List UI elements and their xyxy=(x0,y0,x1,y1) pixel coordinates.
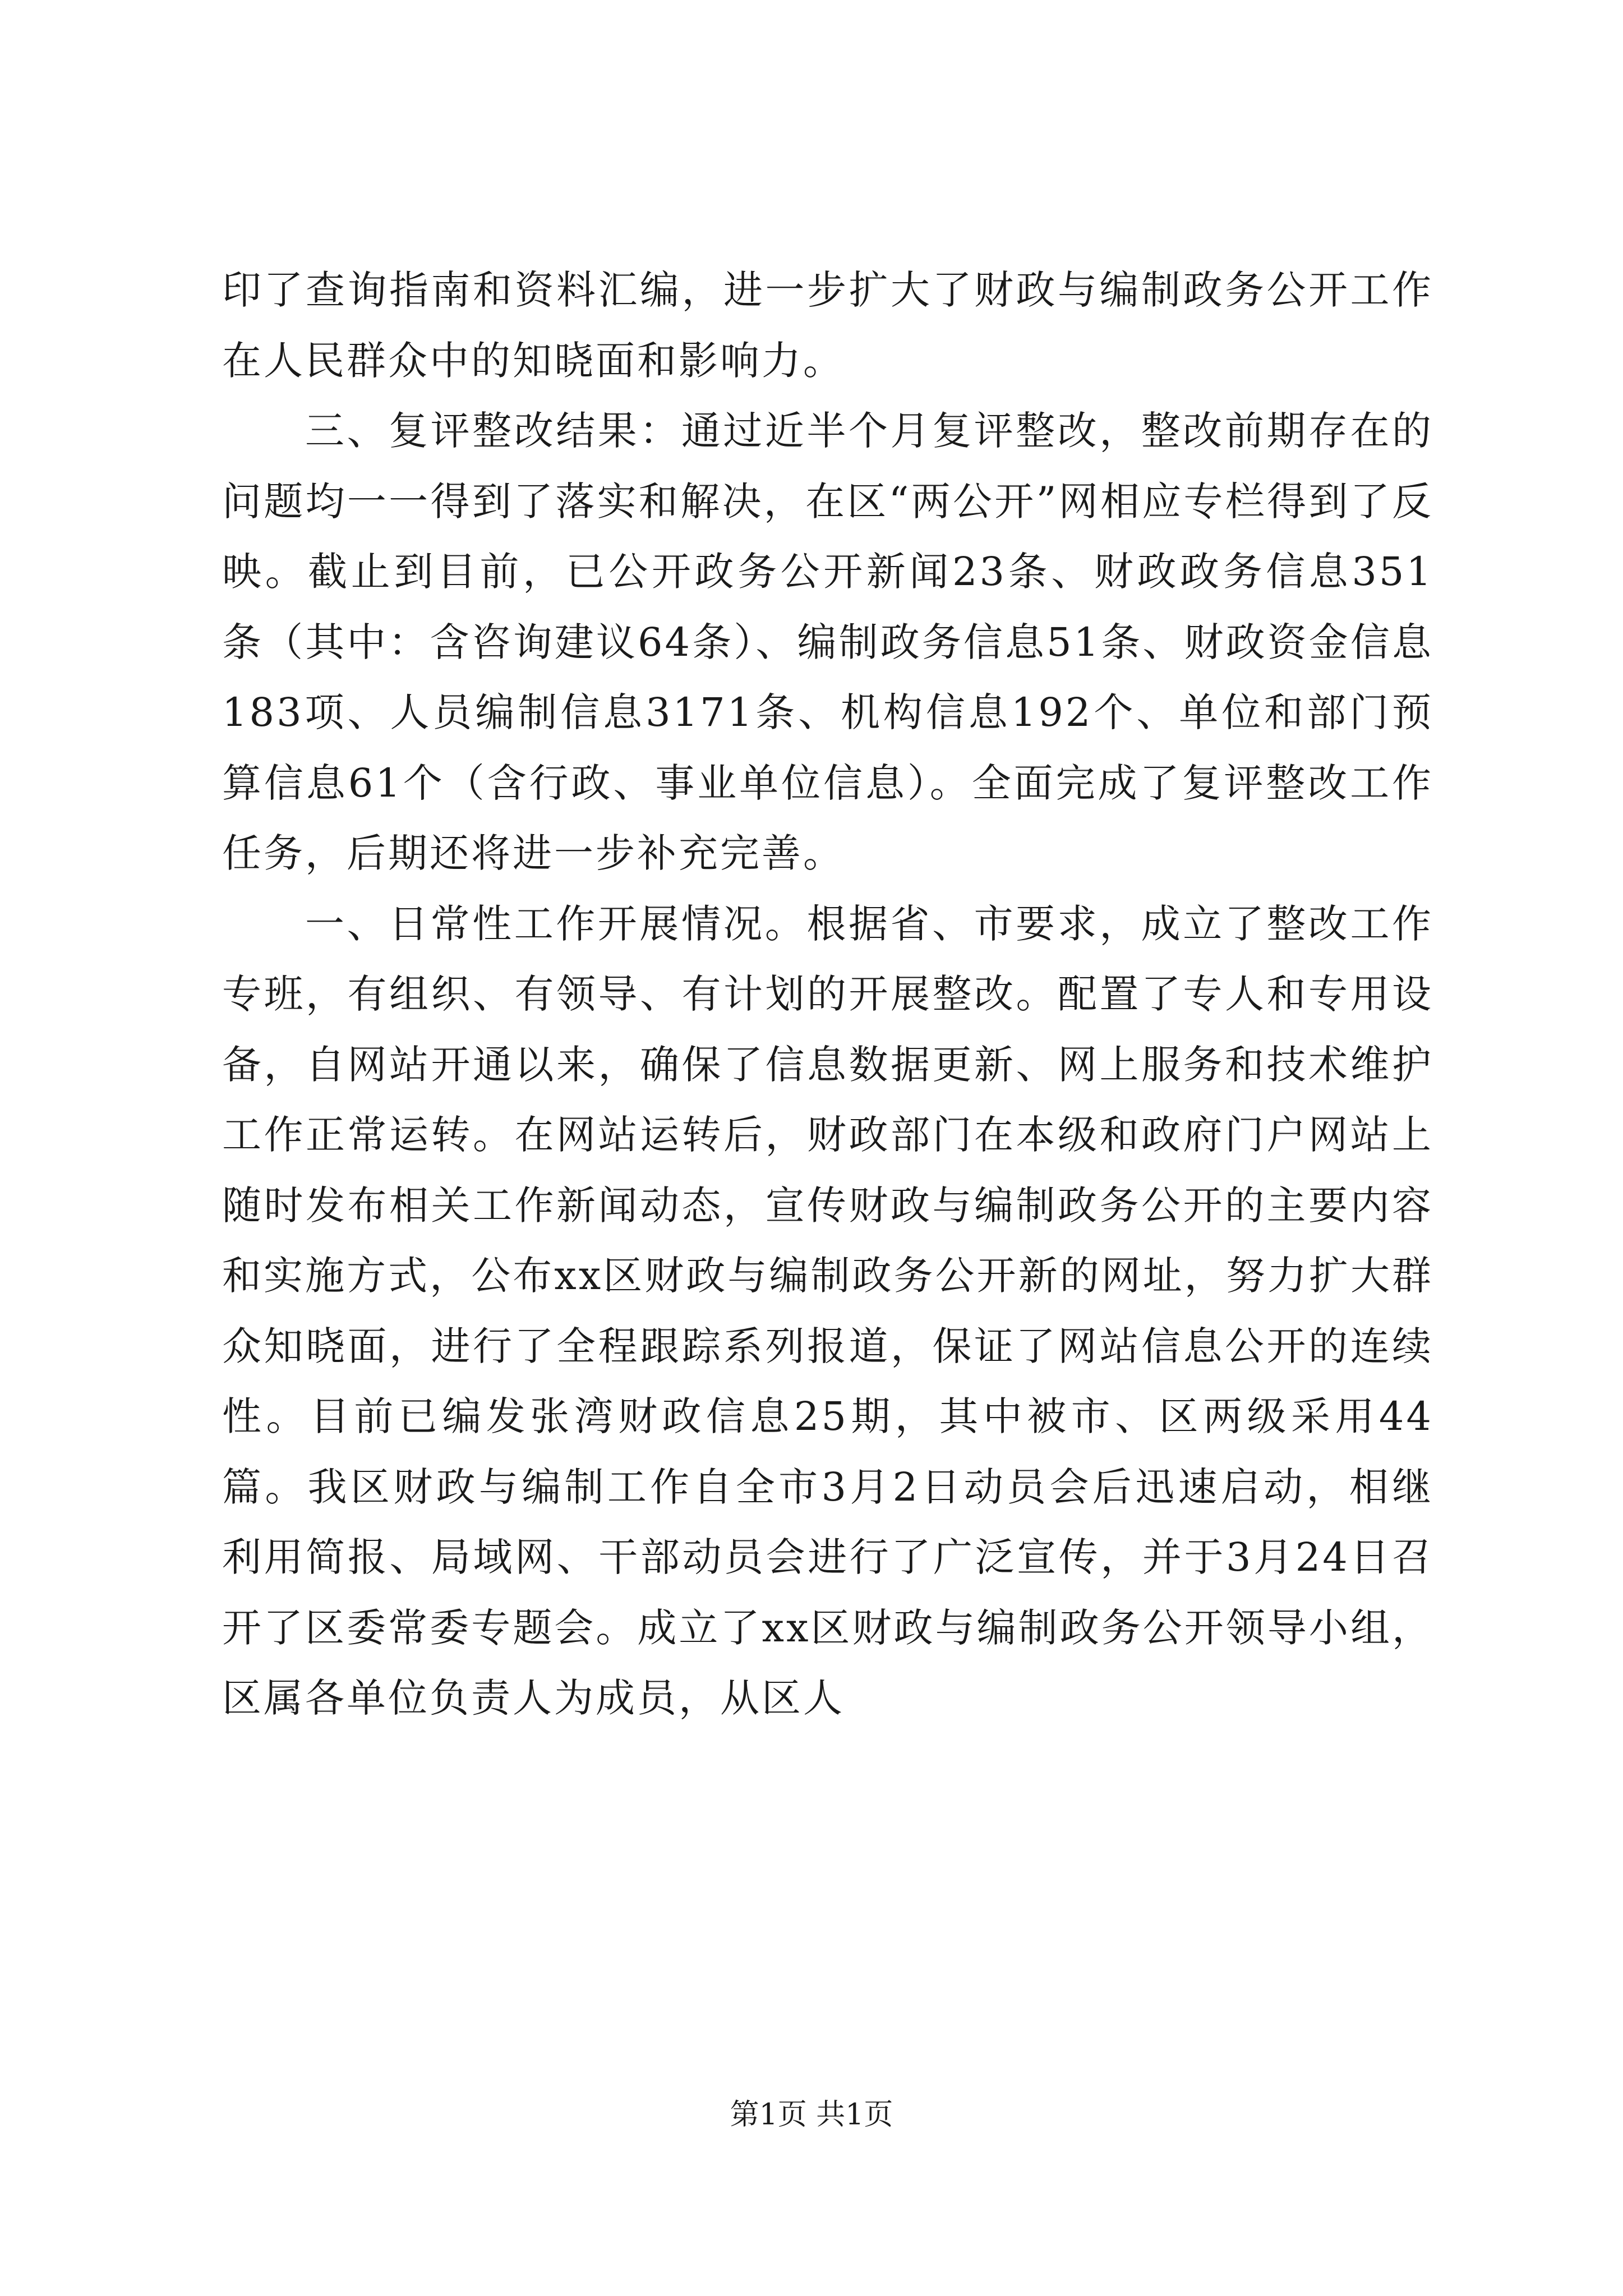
paragraph-daily-work: 一、日常性工作开展情况。根据省、市要求，成立了整改工作专班，有组织、有领导、有计划的开展整改。配置了专人和专用设备，自网站开通以来，确保了信息数据更新、网上服务和技术维护工作正常运转。在网站运转后，财政部门在本级和政府门户网站上随时发布相关工作新闻动态，宣传财政与编制政务公开的主要内容和实施方式，公布xx区财政与编制政务公开新的网址，努力扩大群众知晓面，进行了全程跟踪系列报道，保证了网站信息公开的连续性。目前已编发张湾财政信息25期，其中被市、区两级采用44篇。我区财政与编制工作自全市3月2日动员会后迅速启动，相继利用简报、局域网、干部动员会进行了广泛宣传，并于3月24日召开了区委常委专题会。成立了xx区财政与编制政务公开领导小组，区属各单位负责人为成员，从区人 xyxy=(222,900,1433,1721)
document-body xyxy=(222,255,1433,1734)
paragraph-continuation: 印了查询指南和资料汇编，进一步扩大了财政与编制政务公开工作在人民群众中的知晓面和影响力。 xyxy=(222,267,1433,384)
page-footer: 第1页 共1页 xyxy=(730,2098,893,2132)
paragraph-rectification-results: 三、复评整改结果：通过近半个月复评整改，整改前期存在的问题均一一得到了落实和解决，在区“两公开”网相应专栏得到了反映。截止到目前，已公开政务公开新闻23条、财政政务信息351条（其中：含咨询建议64条）、编制政务信息51条、财政资金信息183项、人员编制信息3171条、机构信息192个、单位和部门预算信息61个（含行政、事业单位信息）。全面完成了复评整改工作任务，后期还将进一步补充完善。 xyxy=(222,408,1433,876)
